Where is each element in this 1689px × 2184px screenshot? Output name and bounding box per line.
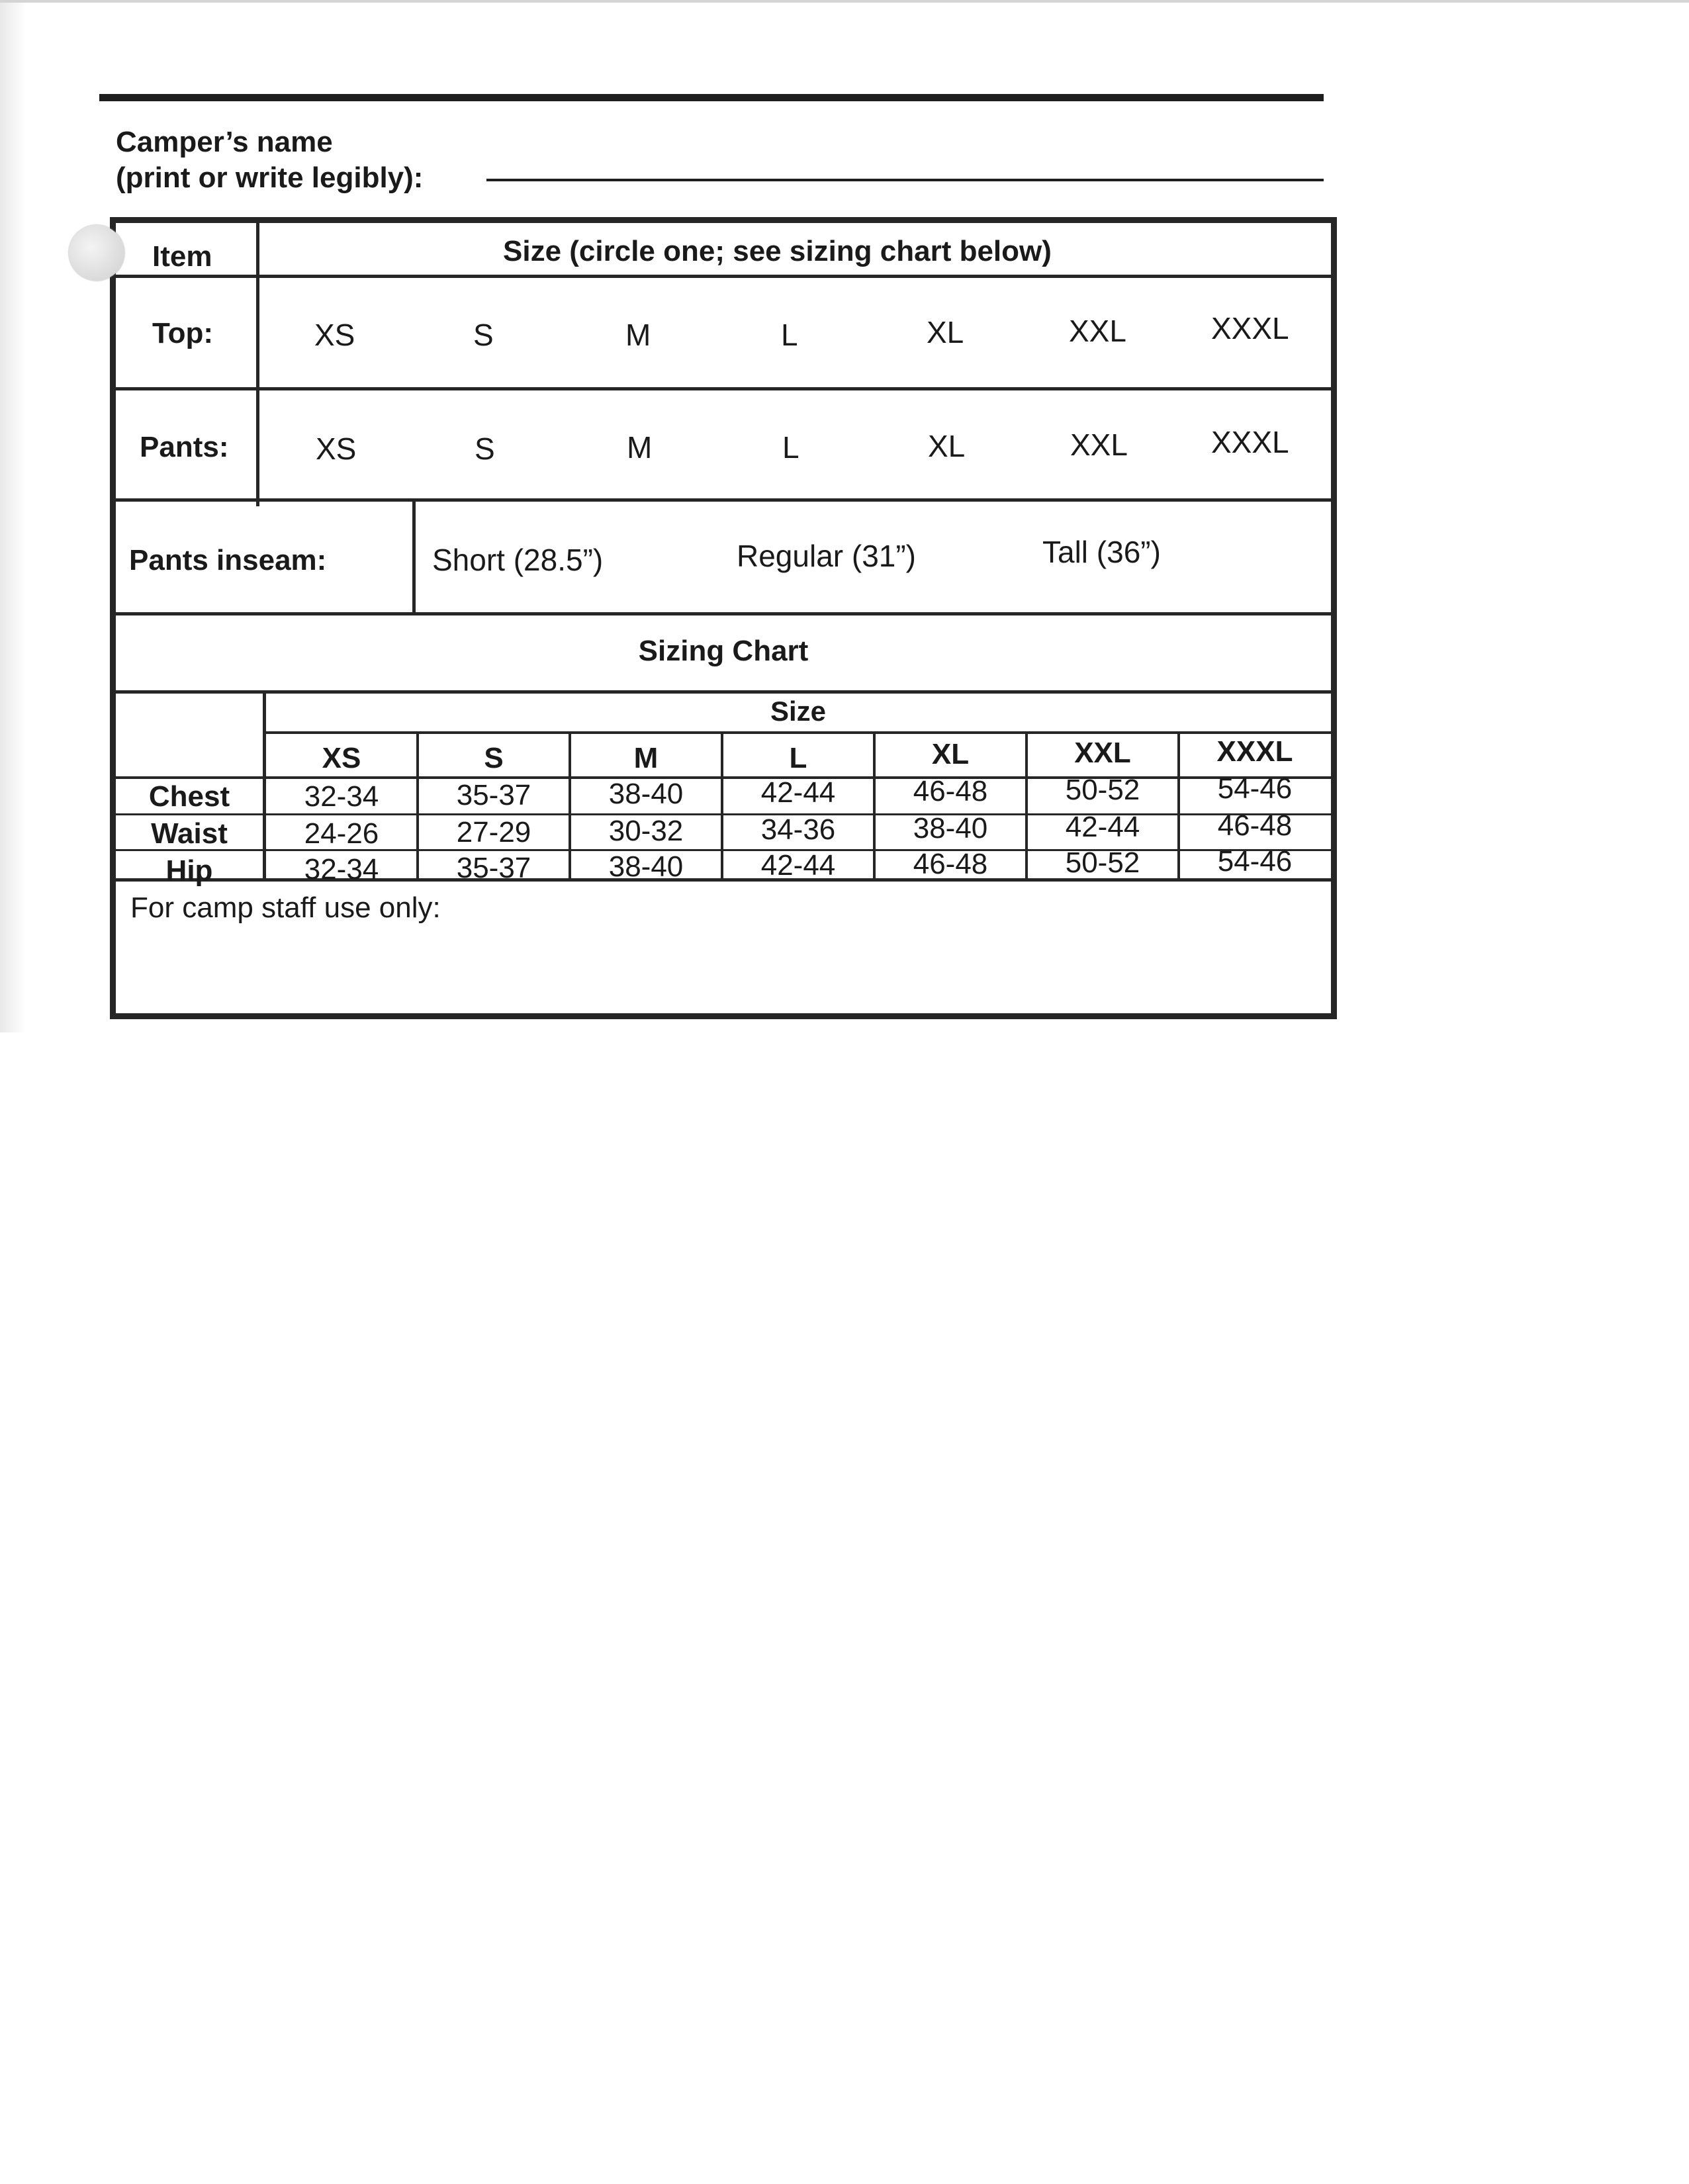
inseam-short[interactable]: Short (28.5”) (432, 543, 604, 577)
inseam-label: Pants inseam: (129, 544, 327, 576)
top-size-xs[interactable]: XS (314, 318, 355, 352)
divider (116, 275, 1331, 278)
scan-shadow (0, 0, 26, 1032)
chart-col-xl: XL (931, 738, 970, 770)
waist-m: 30-32 (608, 815, 684, 847)
top-size-l[interactable]: L (781, 318, 798, 352)
pants-size-xl[interactable]: XL (928, 429, 966, 463)
chest-xl: 46-48 (913, 775, 988, 807)
divider (116, 498, 1331, 502)
size-header: Size (circle one; see sizing chart below) (503, 235, 1052, 267)
chest-m: 38-40 (608, 778, 684, 810)
top-size-m[interactable]: M (625, 318, 651, 352)
item-column-divider (256, 223, 259, 506)
chart-col-s: S (484, 742, 504, 774)
chart-row-label-chest: Chest (148, 780, 230, 813)
pants-size-s[interactable]: S (475, 432, 495, 466)
pants-row-label: Pants: (140, 431, 229, 463)
page-top-edge (0, 0, 1689, 3)
pants-size-xxxl[interactable]: XXXL (1211, 425, 1289, 459)
hip-xxl: 50-52 (1065, 846, 1140, 879)
chart-row-label-hip: Hip (165, 854, 213, 887)
camper-name-label (116, 124, 423, 196)
chart-row-label-waist: Waist (151, 817, 228, 850)
staff-use-label: For camp staff use only: (130, 891, 441, 924)
camper-name-label-line2: (print or write legibly): (116, 161, 424, 194)
sizing-chart-title: Sizing Chart (638, 635, 809, 667)
chart-size-header: Size (770, 696, 827, 727)
hip-xxxl: 54-46 (1217, 845, 1293, 878)
chest-xxxl: 54-46 (1217, 772, 1293, 805)
inseam-regular[interactable]: Regular (31”) (737, 539, 916, 573)
divider (116, 387, 1331, 390)
hip-s: 35-37 (456, 852, 531, 884)
hip-xs: 32-34 (304, 853, 379, 886)
pants-size-l[interactable]: L (782, 430, 799, 465)
item-header: Item (152, 240, 212, 273)
hip-l: 42-44 (760, 849, 836, 882)
camper-name-label-line1: Camper’s name (116, 126, 333, 158)
inseam-tall[interactable]: Tall (36”) (1042, 535, 1161, 569)
top-size-xxl[interactable]: XXL (1069, 314, 1126, 348)
chest-xxl: 50-52 (1065, 774, 1140, 806)
chest-s: 35-37 (456, 779, 531, 811)
hip-m: 38-40 (608, 850, 684, 883)
pants-size-xs[interactable]: XS (316, 432, 357, 466)
order-form-box (110, 217, 1337, 1019)
divider (116, 690, 1331, 694)
punch-hole (69, 225, 124, 281)
top-size-xl[interactable]: XL (927, 315, 964, 349)
pants-size-xxl[interactable]: XXL (1070, 428, 1128, 462)
waist-xs: 24-26 (304, 817, 379, 850)
chest-xs: 32-34 (304, 780, 379, 813)
top-rule (99, 94, 1324, 101)
waist-xl: 38-40 (913, 812, 988, 844)
chart-col-m: M (633, 742, 659, 774)
chest-l: 42-44 (760, 776, 836, 809)
top-size-s[interactable]: S (473, 318, 494, 352)
camper-name-field[interactable] (486, 179, 1324, 181)
top-row-label: Top: (152, 317, 214, 349)
chart-col-xs: XS (322, 742, 361, 774)
waist-xxl: 42-44 (1065, 811, 1140, 843)
waist-s: 27-29 (456, 816, 531, 848)
chart-size-header-divider (265, 731, 1331, 734)
chart-col-l: L (789, 742, 807, 774)
divider (116, 612, 1331, 615)
top-size-xxxl[interactable]: XXXL (1211, 311, 1289, 345)
chart-col-xxl: XXL (1074, 737, 1131, 769)
waist-xxxl: 46-48 (1217, 809, 1293, 842)
pants-size-m[interactable]: M (627, 430, 653, 465)
chart-col-xxxl: XXXL (1216, 735, 1293, 768)
waist-l: 34-36 (760, 813, 836, 846)
staff-use-area[interactable] (129, 931, 1318, 1004)
hip-xl: 46-48 (913, 848, 988, 880)
inseam-column-divider (412, 498, 416, 615)
